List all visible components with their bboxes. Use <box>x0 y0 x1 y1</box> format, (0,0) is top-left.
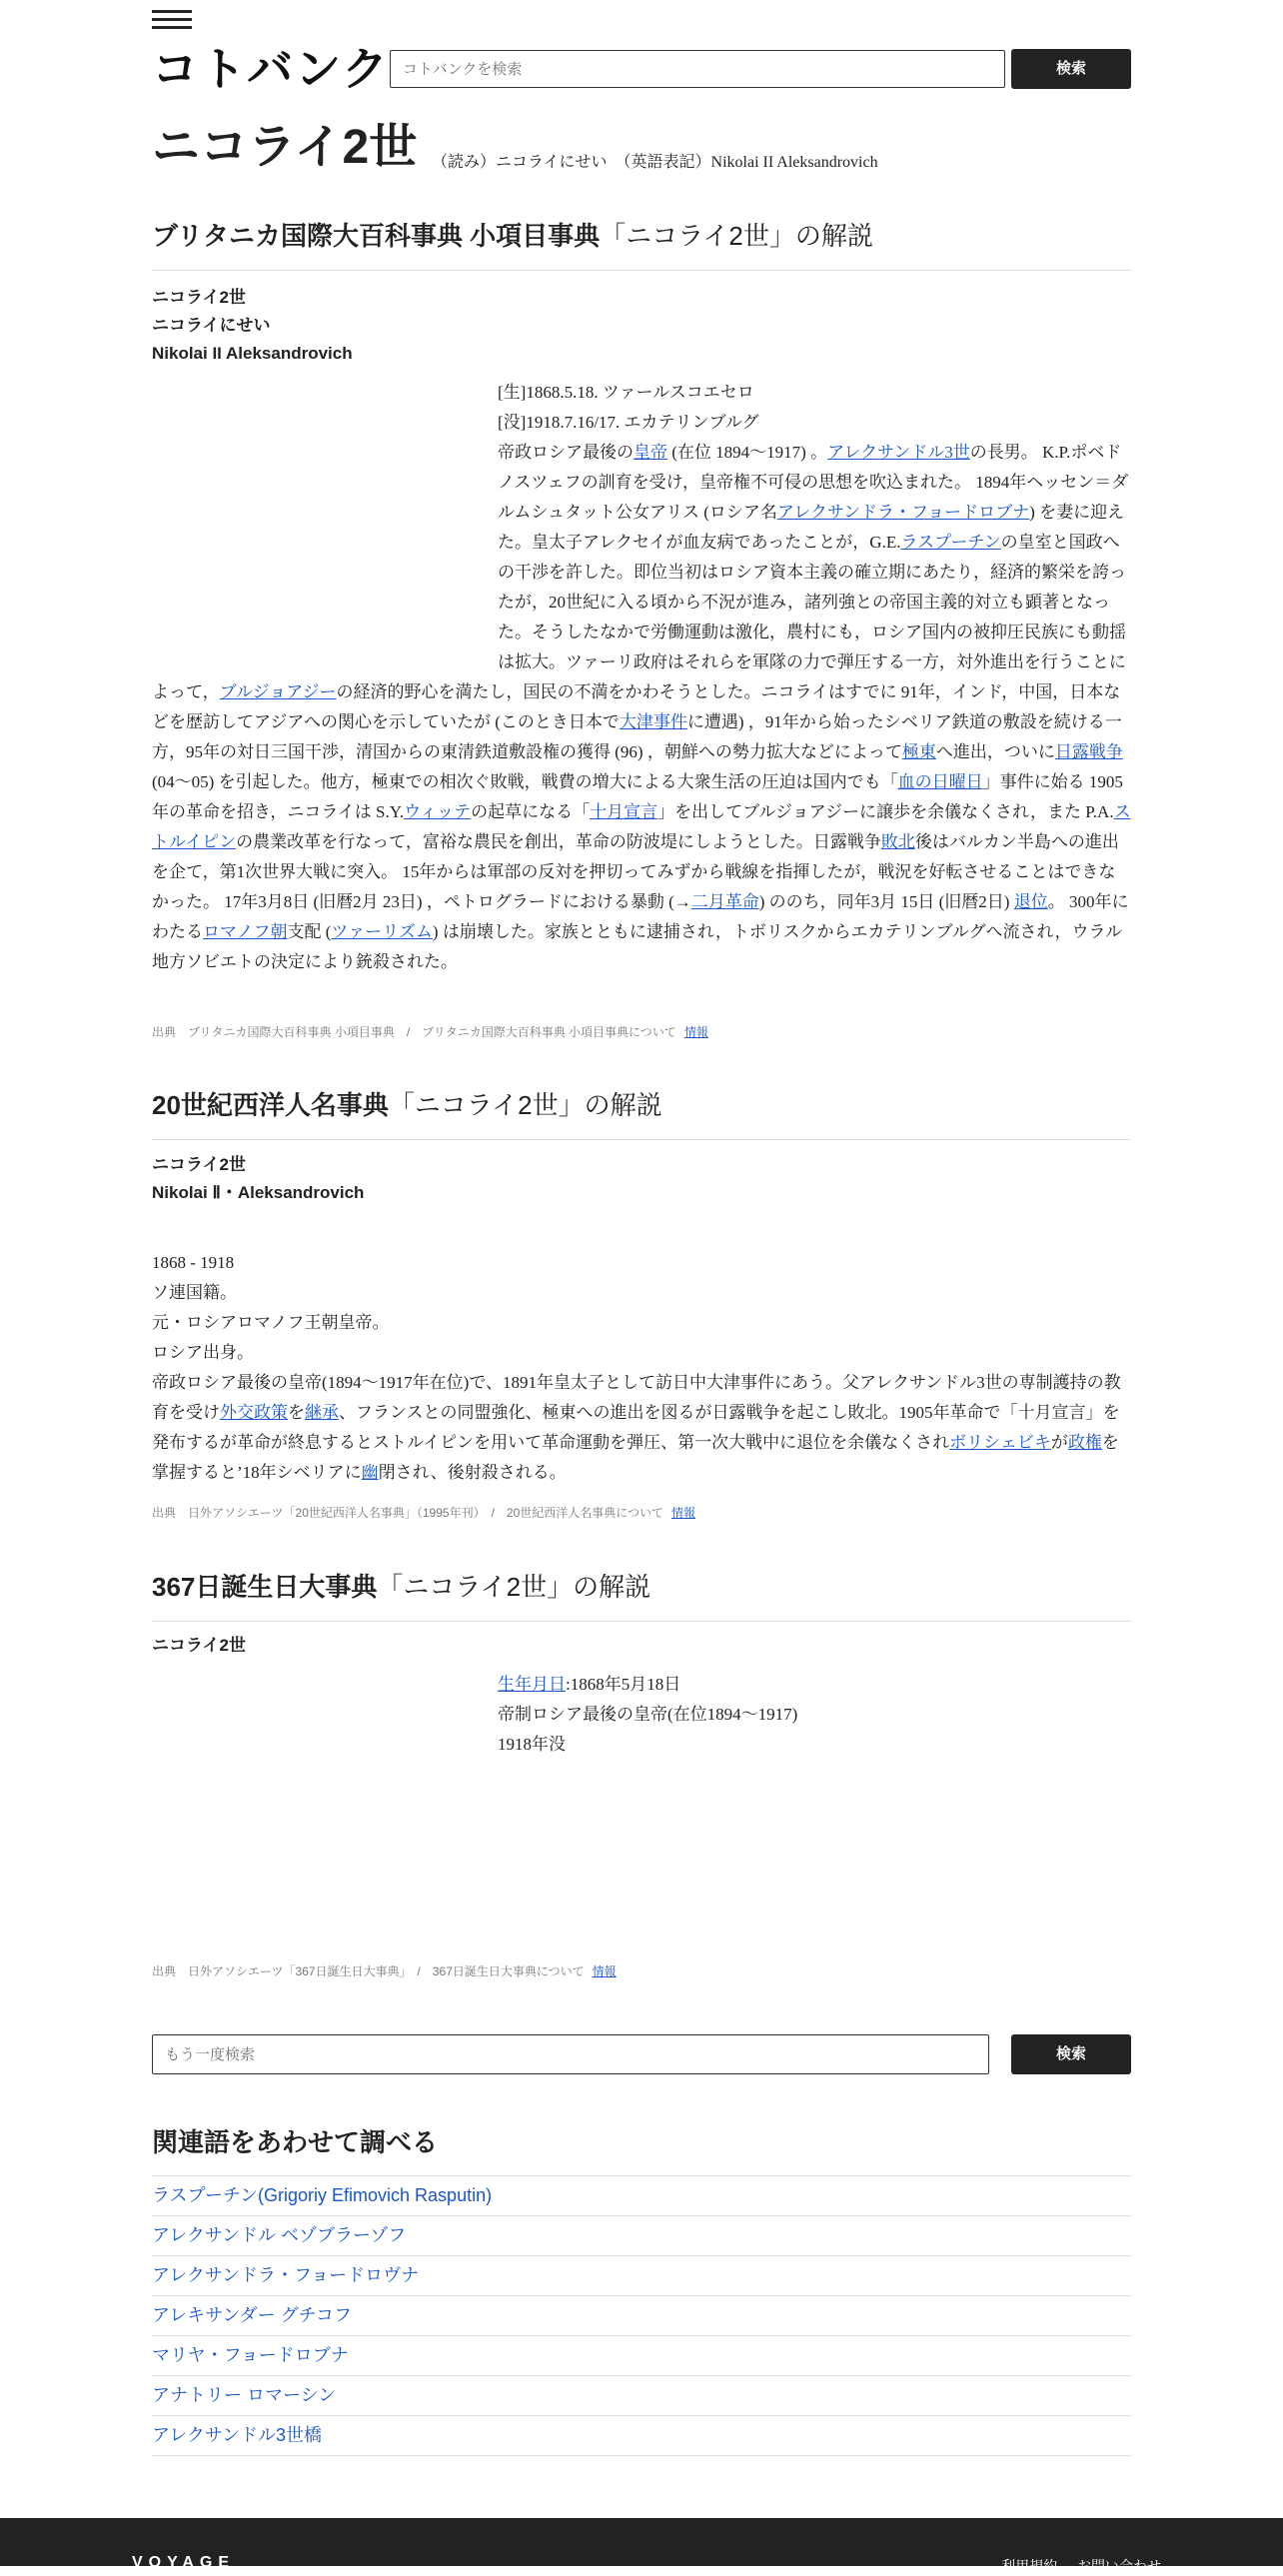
section-heading-367-birthday <box>152 1569 1131 1622</box>
glossary-link[interactable]: ウィッテ <box>404 802 472 821</box>
dictionary-name: 367日誕生日大事典 <box>152 1572 378 1602</box>
former-title: 元・ロシアロマノフ王朝皇帝。 <box>152 1313 390 1332</box>
related-item[interactable]: アレキサンダー グチコフ <box>152 2296 1131 2336</box>
glossary-link[interactable]: 幽 <box>361 1463 379 1482</box>
section-quote: 「ニコライ2世」の解説 <box>377 1572 651 1602</box>
glossary-link[interactable]: ブルジョアジー <box>219 682 337 701</box>
entry-term: ニコライにせい <box>152 316 271 335</box>
body-text: 、フランスとの同盟強化、極東への進出を図るが日露戦争を起こし敗北。1905年革命で「十月宣言」を発布するが革命が終息するとストルイピンを用いて革命運動を弾圧、第一次大戦中に退位を余儀なくされ <box>152 1403 1120 1452</box>
entry-term: ニコライ2世 <box>152 288 246 307</box>
footer-link-contact[interactable]: お問い合わせ <box>1077 2558 1161 2574</box>
glossary-link[interactable]: 二月革命 <box>690 892 759 911</box>
entry-body-britannica <box>152 378 1131 977</box>
body-text: 。 300年にわたる <box>152 892 1129 941</box>
body-text: 帝政ロシア最後の <box>498 443 634 462</box>
body-text: を掌握すると’18年シベリアに <box>152 1433 1119 1482</box>
entry-term: ニコライ2世 <box>152 1155 246 1174</box>
source-line <box>152 1504 695 1521</box>
entry-body-20c-western <box>152 1248 1131 1488</box>
dictionary-name: 20世紀西洋人名事典 <box>152 1090 389 1120</box>
related-list <box>152 2175 1131 2456</box>
entry-term: ニコライ2世 <box>152 1636 246 1655</box>
related-item[interactable]: ラスプーチン(Grigoriy Efimovich Rasputin) <box>152 2176 1131 2216</box>
birthdate-value: :1868年5月18日 <box>566 1675 681 1694</box>
birth-line: [生]1868.5.18. ツァールスコエセロ <box>498 383 754 402</box>
glossary-link[interactable]: 敗北 <box>880 832 915 851</box>
body-text: へ進出，ついに <box>935 742 1055 761</box>
search-again-button[interactable]: 検索 <box>1011 2034 1131 2074</box>
glossary-link[interactable]: ストルイピン <box>152 802 1131 851</box>
section-heading-20c-western <box>152 1087 1131 1140</box>
entry-terms <box>152 1632 246 1660</box>
related-item[interactable]: マリヤ・フョードロブナ <box>152 2336 1131 2376</box>
search-again-input[interactable] <box>152 2034 989 2074</box>
footer <box>0 2518 1283 2574</box>
glossary-link[interactable]: 皇帝 <box>634 443 667 462</box>
glossary-link[interactable]: 十月宣言 <box>590 802 658 821</box>
entry-body-367-birthday <box>498 1670 1131 1760</box>
page-title: ニコライ2世 <box>152 121 418 174</box>
section-quote: 「ニコライ2世」の解説 <box>388 1090 662 1120</box>
search-button[interactable]: 検索 <box>1011 49 1131 89</box>
body-text: 」を出してブルジョアジーに譲歩を余儀なくされ，また P.A. <box>657 802 1114 821</box>
glossary-link[interactable]: 継承 <box>305 1403 339 1422</box>
birthplace: ロシア出身。 <box>152 1343 254 1362</box>
body-text: 閉され、後射殺される。 <box>378 1463 567 1482</box>
related-item[interactable]: アレクサンドラ・フョードロヴナ <box>152 2256 1131 2296</box>
glossary-link[interactable]: 外交政策 <box>220 1403 288 1422</box>
glossary-link[interactable]: 政権 <box>1067 1433 1102 1452</box>
related-item[interactable]: アナトリー ロマーシン <box>152 2376 1131 2416</box>
body-text: 支配 ( <box>287 922 332 941</box>
glossary-link[interactable]: 血の日曜日 <box>897 772 983 791</box>
body-text: の起草になる「 <box>471 802 591 821</box>
entry-term: Nikolai II Aleksandrovich <box>152 344 353 363</box>
footer-brand: VOYAGE <box>132 2554 235 2571</box>
body-text: の農業改革を行なって，富裕な農民を創出，革命の防波堤にしようとした。日露戦争 <box>236 832 881 851</box>
glossary-link[interactable]: 日露戦争 <box>1054 742 1123 761</box>
glossary-link[interactable]: ボリシェビキ <box>949 1433 1051 1452</box>
source-line <box>152 1023 708 1040</box>
reading-label: （読み）ニコライにせい （英語表記）Nikolai II Aleksandrovich <box>432 154 878 171</box>
footer-link-terms[interactable]: 利用規約 <box>1001 2558 1058 2574</box>
info-link[interactable]: 情報 <box>671 1506 696 1520</box>
glossary-link[interactable]: ロマノフ朝 <box>203 922 288 941</box>
body-text: の皇室と国政への干渉を許した。即位当初はロシア資本主義の確立期にあたり，経済的繁栄を誇ったが，20世紀に入る頃から不況が進み，諸列強との帝国主義的対立も顕著となった。そうしたなかで労働運動は激化，農村にも，ロシア国内の被抑圧民族にも動揺は拡大。ツァーリ政府はそれらを軍隊の力で弾圧する一方，対外進出を行うことによって， <box>152 533 1126 701</box>
source-text: 出典 ブリタニカ国際大百科事典 小項目事典 / ブリタニカ国際大百科事典 小項目事典について <box>152 1025 676 1039</box>
death-line: [没]1918.7.16/17. エカテリンブルグ <box>498 413 759 432</box>
description-line: 帝制ロシア最後の皇帝(在位1894〜1917) <box>498 1705 798 1724</box>
body-text: ) を妻に迎えた。皇太子アレクセイが血友病であったことが，G.E. <box>498 503 1125 552</box>
hamburger-menu-icon[interactable] <box>152 8 192 32</box>
body-text: (在位 1894～1917) 。 <box>667 443 828 462</box>
body-text: の経済的野心を満たし，国民の不満をかわそうとした。ニコライはすでに 91年，インド，中国，日本などを歴訪してアジアへの関心を示していたが (このとき日本で <box>152 682 1121 731</box>
source-text: 出典 日外アソシエーツ「367日誕生日大事典」 / 367日誕生日大事典について <box>152 1964 585 1978</box>
glossary-link[interactable]: ラスプーチン <box>900 533 1001 552</box>
entry-terms <box>152 284 353 368</box>
related-item[interactable]: アレクサンドル3世橋 <box>152 2416 1131 2456</box>
entry-terms <box>152 1151 364 1207</box>
body-text: の長男。 K.P.ポベドノスツェフの訓育を受け，皇帝権不可侵の思想を吹込まれた。 1894年ヘッセン＝ダルムシュタット公女アリス (ロシア名 <box>498 443 1129 522</box>
footer-links <box>985 2556 1161 2576</box>
birthdate-link[interactable]: 生年月日 <box>498 1675 566 1694</box>
glossary-link[interactable]: アレクサンドラ・フョードロブナ <box>776 503 1030 522</box>
body-text: (04～05) を引起した。他方，極東での相次ぐ敗戦，戦費の増大による大衆生活の圧迫は国内でも「 <box>152 772 898 791</box>
dictionary-name: ブリタニカ国際大百科事典 小項目事典 <box>152 221 601 251</box>
source-text: 出典 日外アソシエーツ「20世紀西洋人名事典」（1995年刊） / 20世紀西洋人名事典について <box>152 1506 664 1520</box>
section-quote: 「ニコライ2世」の解説 <box>600 221 873 251</box>
info-link[interactable]: 情報 <box>592 1964 617 1978</box>
glossary-link[interactable]: ツァーリズム <box>331 922 433 941</box>
related-item[interactable]: アレクサンドル ベゾブラーゾフ <box>152 2216 1131 2256</box>
body-text: に遭遇) ，91年から始ったシベリア鉄道の敷設を続ける一方，95年の対日三国干渉，清国からの東清鉄道敷設権の獲得 (96) ，朝鮮への勢力拡大などによって <box>152 712 1122 761</box>
entry-term: Nikolai Ⅱ・Aleksandrovich <box>152 1183 365 1202</box>
body-text: を <box>288 1403 305 1422</box>
section-heading-britannica <box>152 218 1131 271</box>
source-line <box>152 1962 617 1979</box>
info-link[interactable]: 情報 <box>683 1025 708 1039</box>
related-heading: 関連語をあわせて調べる <box>152 2127 439 2157</box>
search-input[interactable] <box>390 50 1005 88</box>
body-text: 」事件に始る 1905年の革命を招き，ニコライは S.Y. <box>152 772 1123 821</box>
body-text: が <box>1050 1433 1068 1452</box>
glossary-link[interactable]: 大津事件 <box>619 712 687 731</box>
death-line: 1918年没 <box>498 1735 566 1754</box>
life-years: 1868 - 1918 <box>152 1253 235 1272</box>
body-text: ) は崩壊した。家族とともに逮捕され，トボリスクからエカテリンブルグへ流され，ウラル地方ソビエトの決定により銃殺された。 <box>152 922 1123 971</box>
nationality: ソ連国籍。 <box>152 1283 237 1302</box>
body-text: ) ののち，同年3月 15日 (旧暦2日) <box>758 892 1014 911</box>
site-logo[interactable]: コトバンク <box>152 43 391 95</box>
body-text: 後はバルカン半島への進出を企て，第1次世界大戦に突入。 15年からは軍部の反対を押切ってみずから戦線を指揮したが，戦況を好転させることはできなかった。 17年3月8日 (旧暦2月 23日) ，ペトログラードにおける暴動 (→ <box>152 832 1119 911</box>
entry-text <box>152 1368 1131 1488</box>
glossary-link[interactable]: アレクサンドル3世 <box>827 443 970 462</box>
glossary-link[interactable]: 極東 <box>901 742 936 761</box>
glossary-link[interactable]: 退位 <box>1013 892 1048 911</box>
body-text: 帝政ロシア最後の皇帝(1894〜1917年在位)で、1891年皇太子として訪日中大津事件にあう。父アレクサンドル3世の専制護持の教育を受け <box>152 1373 1121 1422</box>
